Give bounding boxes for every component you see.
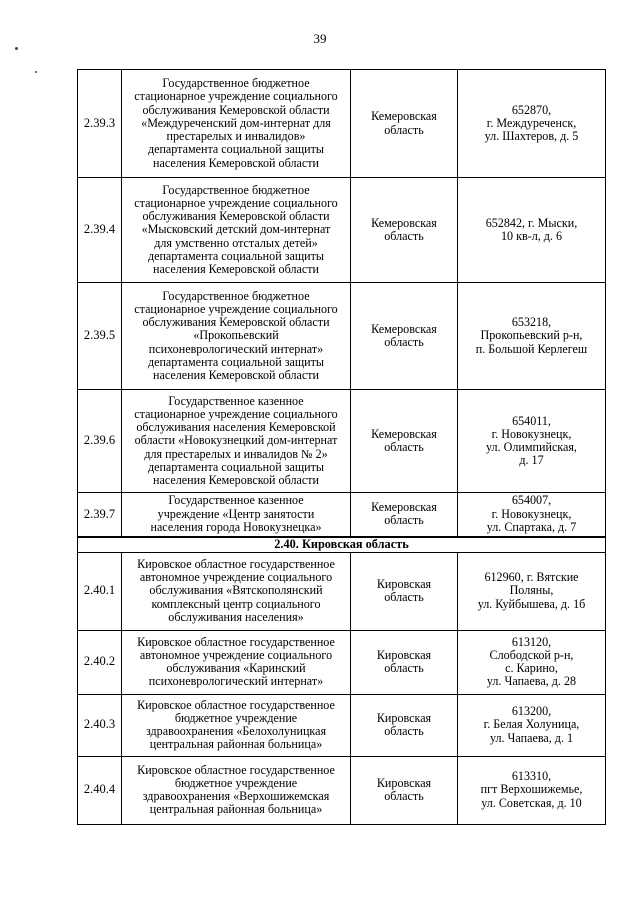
kirov-rows (78, 552, 606, 824)
region (351, 178, 458, 283)
address (458, 283, 606, 390)
row-number: 2.40.4 (78, 756, 122, 824)
cell-line: учреждение «Центр занятости (157, 506, 315, 521)
cell-line: 613120, (511, 634, 552, 649)
region (351, 70, 458, 178)
cell-line: бюджетное учреждение (174, 775, 298, 790)
cell-line: ул. Советская, д. 10 (481, 795, 582, 810)
scan-speck (15, 47, 18, 50)
cell-line: Прокопьевский р-н, (480, 328, 583, 343)
cell-line: область (384, 122, 424, 137)
cell-line: Кировское областное государственное (137, 634, 335, 649)
cell-line: 654007, (511, 493, 552, 508)
cell-line: населения города Новокузнецка» (150, 519, 322, 534)
cell-line: стационарное учреждение социального (134, 301, 338, 316)
cell-line: Кировская (376, 576, 432, 591)
cell-line: стационарное учреждение социального (134, 195, 338, 210)
cell-line: Государственное бюджетное (162, 182, 310, 197)
cell-line: Кировское областное государственное (137, 697, 335, 712)
region (351, 630, 458, 694)
cell-line: департамента социальной защиты (147, 248, 325, 263)
cell-line: д. 17 (519, 453, 544, 468)
cell-line: департамента социальной защиты (147, 459, 325, 474)
cell-line: Поляны, (509, 583, 554, 598)
cell-line: Кировская (376, 710, 432, 725)
cell-line: область (384, 229, 424, 243)
cell-line: область (384, 513, 424, 528)
cell-line: 10 кв-л, д. 6 (500, 229, 563, 243)
cell-line: область (384, 724, 424, 738)
cell-line: г. Белая Холуница, (483, 717, 580, 732)
cell-line: обслуживания Кемеровской области (142, 209, 330, 224)
cell-line: области «Новокузнецкий дом-интернат (134, 433, 338, 448)
cell-line: обслуживания Кемеровской области (142, 102, 330, 117)
cell-line: для умственно отсталых детей» (154, 235, 318, 250)
institution-name (122, 630, 351, 694)
cell-line: комплексный центр социального (151, 596, 321, 611)
cell-line: область (384, 661, 424, 675)
cell-line: обслуживания населения Кемеровской (136, 420, 336, 435)
cell-line: ул. Шахтеров, д. 5 (484, 129, 579, 144)
cell-line: населения Кемеровской области (153, 473, 319, 487)
cell-line: г. Междуреченск, (486, 115, 577, 130)
cell-line: обслуживания «Каринский (166, 661, 306, 675)
table-row (78, 178, 606, 283)
region (351, 283, 458, 390)
cell-line: обслуживания «Вятскополянский (149, 583, 323, 598)
section-header-group (78, 537, 606, 553)
cell-line: «Прокопьевский (193, 328, 279, 343)
section-title: 2.40. Кировская область (78, 537, 606, 553)
cell-line: Кировская (376, 647, 432, 662)
institution-name (122, 178, 351, 283)
cell-line: пгт Верхошижемье, (480, 782, 583, 797)
cell-line: стационарное учреждение социального (134, 406, 338, 421)
cell-line: «Мысковский детский дом-интернат (141, 222, 331, 237)
region (351, 694, 458, 756)
cell-line: Кировское областное государственное (137, 556, 335, 571)
cell-line: центральная районная больница» (149, 737, 323, 752)
cell-line: область (384, 440, 424, 454)
cell-line: Кировская (376, 775, 432, 790)
table-row (78, 756, 606, 824)
cell-line: Кемеровская (371, 500, 437, 515)
cell-line: психоневрологический интернат» (148, 674, 324, 689)
scan-speck (35, 71, 37, 73)
institution-name (122, 283, 351, 390)
cell-line: населения Кемеровской области (153, 262, 319, 276)
address (458, 630, 606, 694)
row-number: 2.39.6 (78, 390, 122, 493)
institution-name (122, 756, 351, 824)
cell-line: ул. Чапаева, д. 28 (486, 674, 577, 689)
table-row (78, 70, 606, 178)
institutions-table (77, 69, 606, 825)
row-number: 2.40.3 (78, 694, 122, 756)
cell-line: психоневрологический интернат» (148, 341, 324, 356)
institution-name (122, 493, 351, 537)
cell-line: для престарелых и инвалидов № 2» (144, 446, 328, 461)
cell-line: Кемеровская (371, 215, 437, 230)
row-number: 2.39.5 (78, 283, 122, 390)
cell-line: с. Карино, (505, 661, 558, 675)
cell-line: бюджетное учреждение (174, 710, 298, 725)
cell-line: ул. Чапаева, д. 1 (489, 730, 574, 745)
cell-line: ул. Куйбышева, д. 1б (477, 596, 586, 611)
page-number: 39 (313, 31, 327, 46)
table-row (78, 694, 606, 756)
cell-line: здравоохранения «Белохолуницкая (145, 724, 327, 738)
cell-line: 613310, (511, 769, 552, 784)
region (351, 756, 458, 824)
cell-line: здравоохранения «Верхошижемская (142, 789, 330, 803)
institution-name (122, 390, 351, 493)
cell-line: область (384, 789, 424, 803)
cell-line: Кемеровская (371, 109, 437, 124)
cell-line: Кемеровская (371, 426, 437, 441)
section-header-row (78, 537, 606, 553)
cell-line: п. Большой Керлегеш (475, 341, 588, 356)
cell-line: Государственное бюджетное (162, 288, 310, 303)
cell-line: стационарное учреждение социального (134, 89, 338, 104)
cell-line: Государственное бюджетное (162, 76, 310, 91)
cell-line: г. Новокузнецк, (491, 506, 572, 521)
cell-line: ул. Олимпийская, (486, 440, 577, 454)
cell-line: Государственное казенное (168, 393, 304, 408)
table-row (78, 283, 606, 390)
institution-name (122, 552, 351, 630)
table-row (78, 552, 606, 630)
cell-line: автономное учреждение социального (139, 570, 333, 585)
cell-line: Государственное казенное (168, 493, 304, 508)
cell-line: область (384, 590, 424, 604)
cell-line: 613200, (511, 704, 552, 719)
address (458, 493, 606, 537)
table-row (78, 630, 606, 694)
row-number: 2.39.7 (78, 493, 122, 537)
cell-line: г. Новокузнецк, (491, 426, 572, 441)
cell-line: населения Кемеровской области (153, 368, 319, 382)
cell-line: 652842, г. Мыски, (485, 215, 578, 230)
cell-line: автономное учреждение социального (139, 647, 333, 662)
row-number: 2.39.3 (78, 70, 122, 178)
cell-line: департамента социальной защиты (147, 142, 325, 157)
cell-line: 652870, (511, 102, 552, 117)
kemerovo-rows (78, 70, 606, 537)
row-number: 2.39.4 (78, 178, 122, 283)
table-row (78, 390, 606, 493)
cell-line: престарелых и инвалидов» (166, 129, 306, 144)
cell-line: «Междуреченский дом-интернат для (141, 115, 331, 130)
cell-line: Кировское областное государственное (137, 762, 335, 777)
address (458, 390, 606, 493)
address (458, 694, 606, 756)
region (351, 493, 458, 537)
cell-line: 653218, (511, 315, 552, 330)
institution-name (122, 70, 351, 178)
cell-line: населения Кемеровской области (153, 155, 319, 170)
cell-line: Слободской р-н, (489, 647, 574, 662)
cell-line: 654011, (512, 413, 551, 428)
address (458, 178, 606, 283)
address (458, 70, 606, 178)
cell-line: область (384, 335, 424, 349)
cell-line: центральная районная больница» (149, 802, 323, 817)
cell-line: департамента социальной защиты (147, 354, 325, 369)
address (458, 756, 606, 824)
institution-name (122, 694, 351, 756)
row-number: 2.40.2 (78, 630, 122, 694)
cell-line: обслуживания Кемеровской области (142, 315, 330, 330)
cell-line: ул. Спартака, д. 7 (486, 519, 577, 534)
table-row (78, 493, 606, 537)
region (351, 552, 458, 630)
region (351, 390, 458, 493)
cell-line: Кемеровская (371, 321, 437, 336)
cell-line: 612960, г. Вятские (484, 570, 579, 585)
address (458, 552, 606, 630)
cell-line: обслуживания населения» (168, 609, 304, 624)
row-number: 2.40.1 (78, 552, 122, 630)
